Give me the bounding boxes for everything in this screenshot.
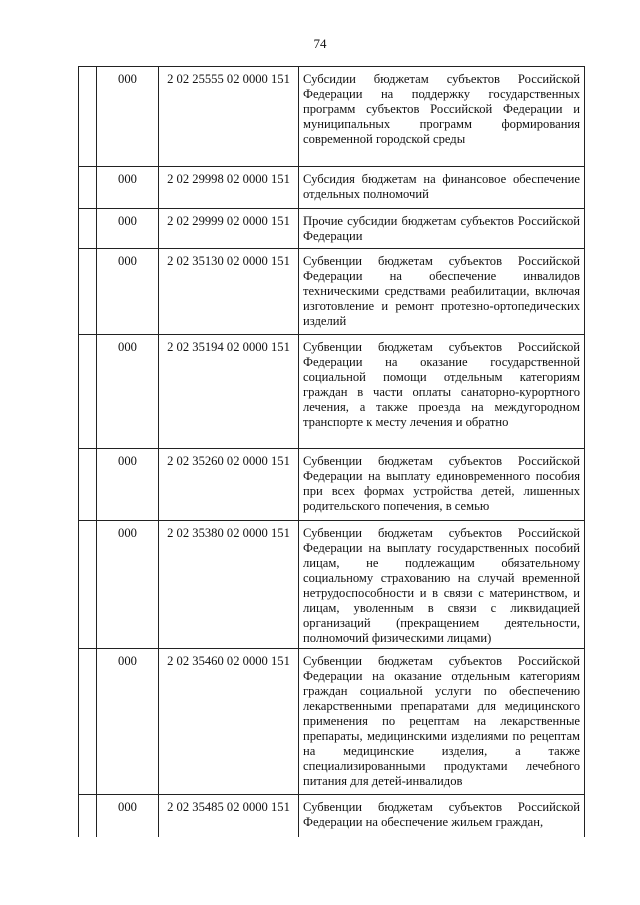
budget-code: 2 02 35460 02 0000 151 — [159, 649, 299, 795]
income-description: Прочие субсидии бюджетам субъектов Российской Федерации — [299, 209, 585, 249]
admin-code: 000 — [97, 335, 159, 449]
blank-cell — [79, 167, 97, 209]
table-row — [79, 521, 585, 649]
blank-cell — [79, 67, 97, 167]
budget-code: 2 02 35380 02 0000 151 — [159, 521, 299, 649]
budget-revenue-table — [78, 66, 585, 837]
table-row — [79, 335, 585, 449]
blank-cell — [79, 521, 97, 649]
income-description: Субвенции бюджетам субъектов Российской Федерации на выплату государственных пособий лицам, не подлежащим обязательному социальному страхованию на случай временной нетрудоспособности и в связи с материнством, и лицам, уволенным в связи с ликвидацией организаций (прекращением деятельности, полномочий физическими лицами) — [299, 521, 585, 649]
budget-code: 2 02 35260 02 0000 151 — [159, 449, 299, 521]
table-row — [79, 67, 585, 167]
budget-code: 2 02 35194 02 0000 151 — [159, 335, 299, 449]
budget-code: 2 02 29998 02 0000 151 — [159, 167, 299, 209]
income-description: Субвенции бюджетам субъектов Российской Федерации на оказание отдельным категориям граждан социальной услуги по обеспечению лекарственными препаратами для медицинского применения по рецептам на лекарственные препараты, медицинскими изделиями по рецептам на медицинские изделия, а также специализированными продуктами лечебного питания для детей-инвалидов — [299, 649, 585, 795]
admin-code: 000 — [97, 167, 159, 209]
income-description: Субсидия бюджетам на финансовое обеспечение отдельных полномочий — [299, 167, 585, 209]
admin-code: 000 — [97, 67, 159, 167]
blank-cell — [79, 649, 97, 795]
admin-code: 000 — [97, 795, 159, 837]
blank-cell — [79, 335, 97, 449]
table-row — [79, 795, 585, 837]
table-row — [79, 649, 585, 795]
income-description: Субсидии бюджетам субъектов Российской Федерации на поддержку государственных программ субъектов Российской Федерации и муниципальных программ формирования современной городской среды — [299, 67, 585, 167]
table-row — [79, 449, 585, 521]
blank-cell — [79, 209, 97, 249]
table-row — [79, 209, 585, 249]
page-number: 74 — [313, 36, 327, 51]
blank-cell — [79, 249, 97, 335]
budget-code: 2 02 35130 02 0000 151 — [159, 249, 299, 335]
blank-cell — [79, 795, 97, 837]
table-row — [79, 167, 585, 209]
income-description: Субвенции бюджетам субъектов Российской Федерации на обеспечение жильем граждан, — [299, 795, 585, 837]
income-description: Субвенции бюджетам субъектов Российской Федерации на оказание государственной социальной помощи отдельным категориям граждан в части оплаты санаторно-курортного лечения, а также проезда на междугородном транспорте к месту лечения и обратно — [299, 335, 585, 449]
table-row — [79, 249, 585, 335]
income-description: Субвенции бюджетам субъектов Российской Федерации на обеспечение инвалидов техническими средствами реабилитации, включая изготовление и ремонт протезно-ортопедических изделий — [299, 249, 585, 335]
admin-code: 000 — [97, 521, 159, 649]
budget-code: 2 02 25555 02 0000 151 — [159, 67, 299, 167]
income-description: Субвенции бюджетам субъектов Российской Федерации на выплату единовременного пособия при всех формах устройства детей, лишенных родительского попечения, в семью — [299, 449, 585, 521]
admin-code: 000 — [97, 209, 159, 249]
budget-code: 2 02 29999 02 0000 151 — [159, 209, 299, 249]
admin-code: 000 — [97, 449, 159, 521]
admin-code: 000 — [97, 649, 159, 795]
admin-code: 000 — [97, 249, 159, 335]
budget-code: 2 02 35485 02 0000 151 — [159, 795, 299, 837]
blank-cell — [79, 449, 97, 521]
